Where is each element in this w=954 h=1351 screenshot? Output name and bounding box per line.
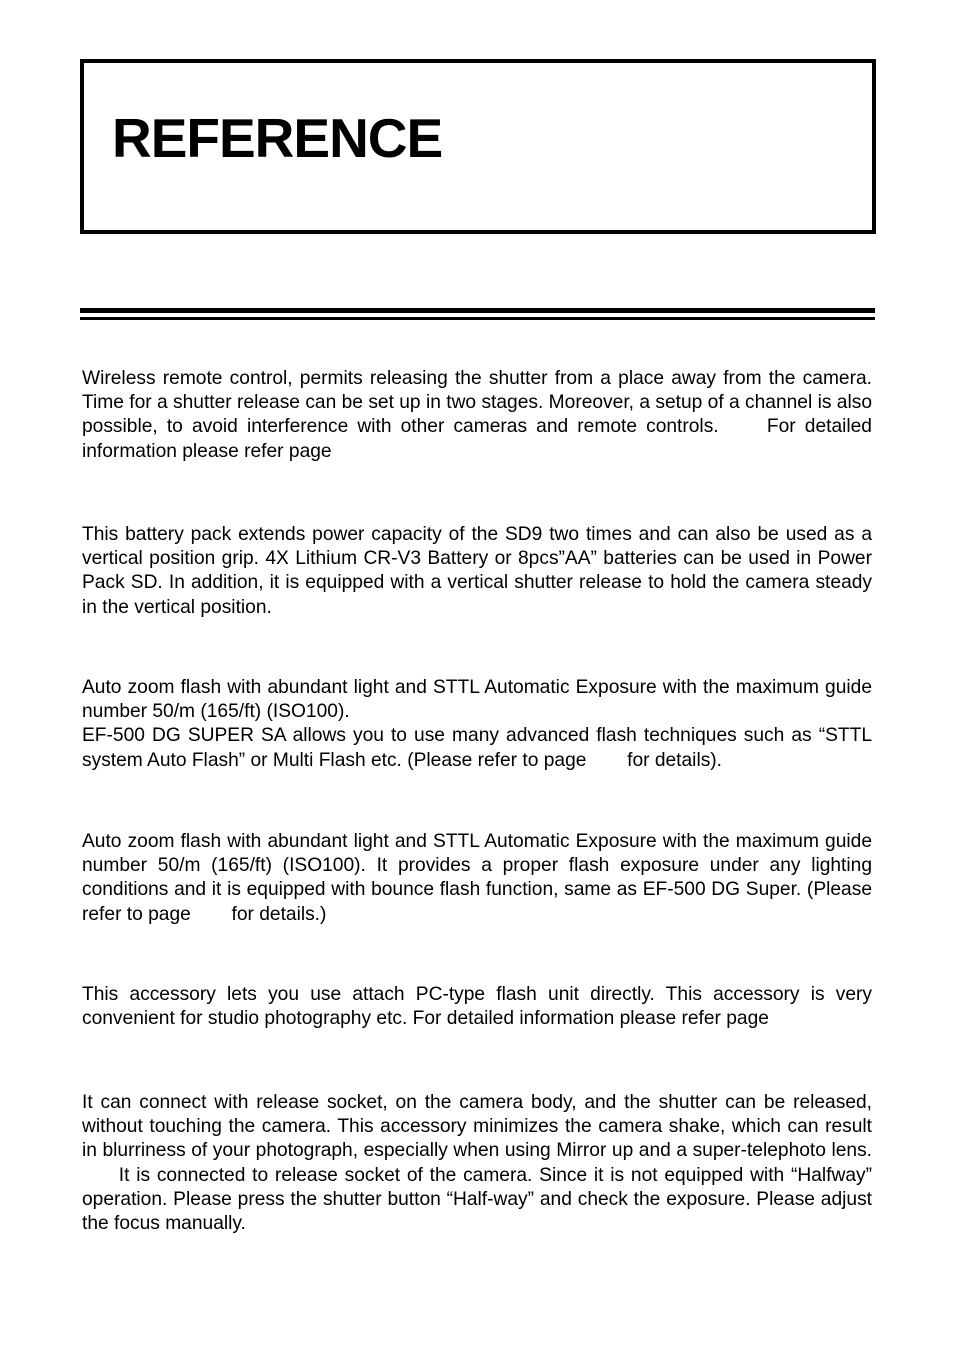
divider-thick [80,308,875,313]
remote-tail: For detailed information please refer page [82,416,872,462]
flash-sa-line1: Auto zoom flash with abundant light and STTL Automatic Exposure with the maximum guide number 50/m (165/ft) (ISO100). [82,677,872,723]
paragraph-remote-control [82,367,872,464]
flash-sa-line2-text: EF-500 DG SUPER SA allows you to use many advanced flash techniques such as “STTL system Auto Flash” or Multi Flash etc. (Please refer to page [82,725,872,771]
paragraph-cable-release [82,1091,872,1236]
divider-thin [80,317,875,320]
title-box [80,59,876,234]
cable-release-text: It can connect with release socket, on the camera body, and the shutter can be released, without touching the camera. This accessory minimizes the camera shake, which can result in blurriness of your photograph, especially when using Mirror up and a super-telephoto lens. [82,1092,872,1162]
paragraph-flash-st [82,830,872,927]
pc-adapter-text: This accessory lets you use attach PC-type flash unit directly. This accessory is very convenient for studio photography etc. For detailed information please refer page [82,984,872,1030]
power-pack-text: This battery pack extends power capacity of the SD9 two times and can also be used as a vertical position grip. 4X Lithium CR-V3 Battery or 8pcs”AA” batteries can be used in Power Pack SD. In addition, it is equipped with a vertical shutter release to hold the camera steady in the vertical position. [82,524,872,618]
paragraph-flash-sa [82,676,872,773]
flash-st-text: Auto zoom flash with abundant light and STTL Automatic Exposure with the maximum guide number 50/m (165/ft) (ISO100). It provides a proper flash exposure under any lighting conditions and it is equipped with bounce flash function, same as EF-500 DG Super. (Please refer to page [82,831,872,925]
cable-release-tail: It is connected to release socket of the camera. Since it is not equipped with “Halfway” operation. Please press the shutter button “Half-way” and check the exposure. Please adjust the focus manually. [82,1164,872,1235]
flash-sa-line2-tail: for details). [627,749,723,771]
page-title: REFERENCE [112,107,443,169]
flash-sa-line2 [82,724,872,772]
paragraph-pc-adapter [82,983,872,1031]
paragraph-power-pack [82,523,872,620]
flash-st-tail: for details.) [231,903,327,925]
remote-text: Wireless remote control, permits releasing the shutter from a place away from the camera. Time for a shutter release can be set up in two stages. Moreover, a setup of a channel is also possible, to avoid interference with other cameras and remote controls. [82,368,872,438]
